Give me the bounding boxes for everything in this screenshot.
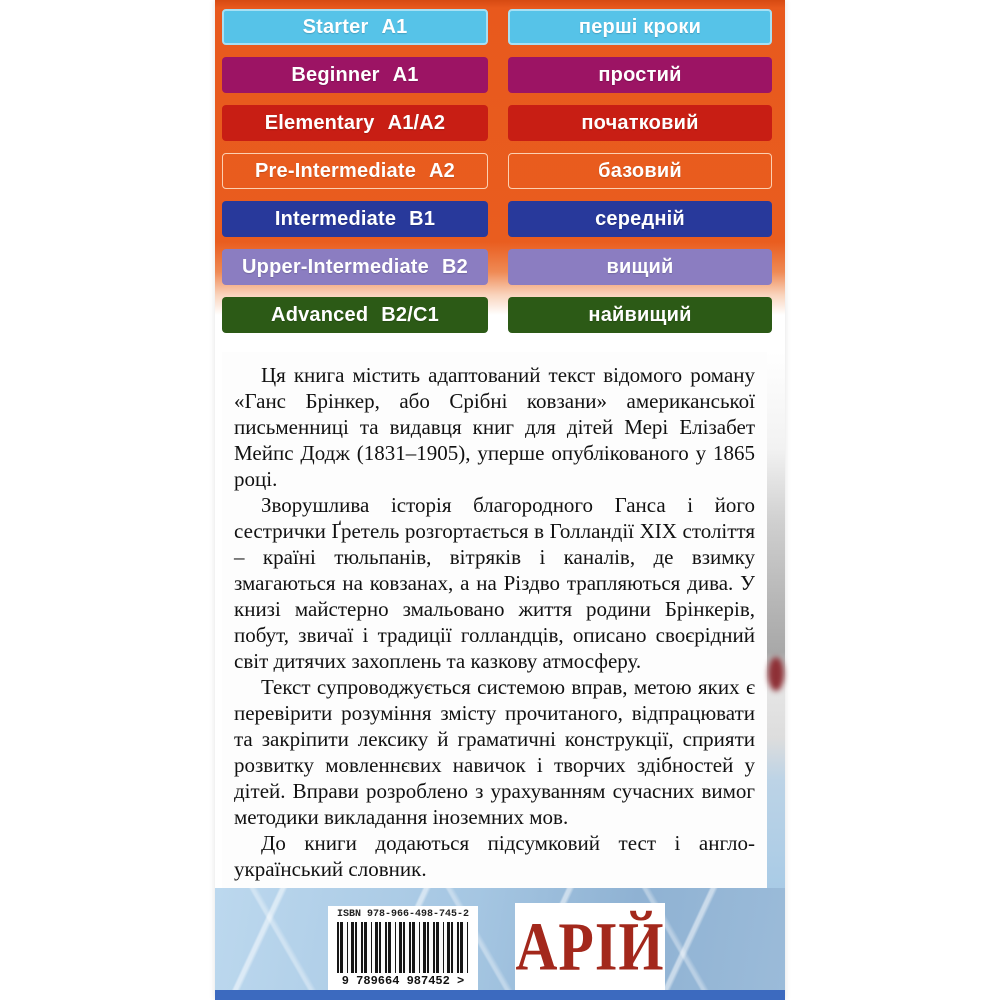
level-badge-en-starter (222, 9, 488, 45)
level-code: B2 (442, 255, 468, 278)
level-badge-en-pre-intermediate (222, 153, 488, 189)
background-photo-strip (767, 352, 785, 888)
barcode-bars-icon (337, 922, 469, 973)
description-paragraph: Ця книга містить адаптований текст відомого роману «Ганс Брінкер, або Срібні ковзани» американської письменниці та видавця книг для дітей Мері Елізабет Мейпс Додж (1831–1905), уперше опублікованого у 1865 році. (234, 363, 755, 491)
description-panel (222, 352, 767, 888)
level-badge-uk-upper-intermediate: вищий (508, 249, 772, 285)
level-badge-uk-elementary: початковий (508, 105, 772, 141)
description-paragraph: До книги додаються підсумковий тест і англо-український словник. (234, 831, 755, 881)
level-badge-uk-starter: перші кроки (508, 9, 772, 45)
level-name: Advanced (271, 303, 369, 326)
level-badge-en-upper-intermediate (222, 249, 488, 285)
publisher-logo (515, 903, 665, 990)
level-badge-en-advanced (222, 297, 488, 333)
level-code: A1/A2 (387, 111, 446, 134)
level-badge-uk-beginner: простий (508, 57, 772, 93)
bottom-band (215, 888, 785, 990)
level-badge-en-intermediate (222, 201, 488, 237)
level-code: B1 (409, 207, 436, 230)
level-badge-en-elementary (222, 105, 488, 141)
barcode (328, 906, 478, 990)
book-back-cover (215, 0, 785, 1000)
level-code: B2/C1 (381, 303, 439, 326)
description-paragraph: Зворушлива історія благородного Ганса і його сестрички Ґретель розгортається в Голландії XIX століття – країні тюльпанів, вітряків і каналів, де взимку змагаються на ковзанах, а на Різдво трапляються дива. У книзі майстерно змальовано життя родини Брінкерів, побут, звичаї і традиції голландців, описано своєрідний світ дитячих захоплень та казкову атмосферу. (234, 493, 755, 673)
level-name: Intermediate (274, 207, 397, 230)
background-photo-detail (768, 657, 784, 691)
level-table (215, 0, 785, 352)
level-name: Upper-Intermediate (242, 255, 429, 278)
isbn-text: ISBN 978-966-498-745-2 (336, 909, 470, 920)
level-badge-uk-intermediate: середній (508, 201, 772, 237)
level-badge-uk-pre-intermediate: базовий (508, 153, 772, 189)
barcode-digits: 9 789664 987452 > (341, 974, 465, 988)
level-code: A2 (429, 159, 455, 182)
level-badge-en-beginner (222, 57, 488, 93)
level-code: A1 (392, 63, 419, 86)
level-name: Starter (302, 15, 369, 38)
level-badge-uk-advanced: найвищий (508, 297, 772, 333)
publisher-name: АРІЙ (515, 907, 665, 985)
level-code: A1 (381, 15, 408, 38)
level-name: Elementary (264, 111, 375, 134)
description-paragraph: Текст супроводжується системою вправ, метою яких є перевірити розуміння змісту прочитаного, відпрацювати та закріпити лексику й граматичні конструкції, сприяти розвитку мовленнєвих навичок і творчих здібностей у дітей. Вправи розроблено з урахуванням сучасних вимог методики викладання іноземних мов. (234, 675, 755, 829)
level-name: Beginner (291, 63, 380, 86)
level-name: Pre-Intermediate (254, 159, 417, 182)
footer-strip (215, 990, 785, 1000)
